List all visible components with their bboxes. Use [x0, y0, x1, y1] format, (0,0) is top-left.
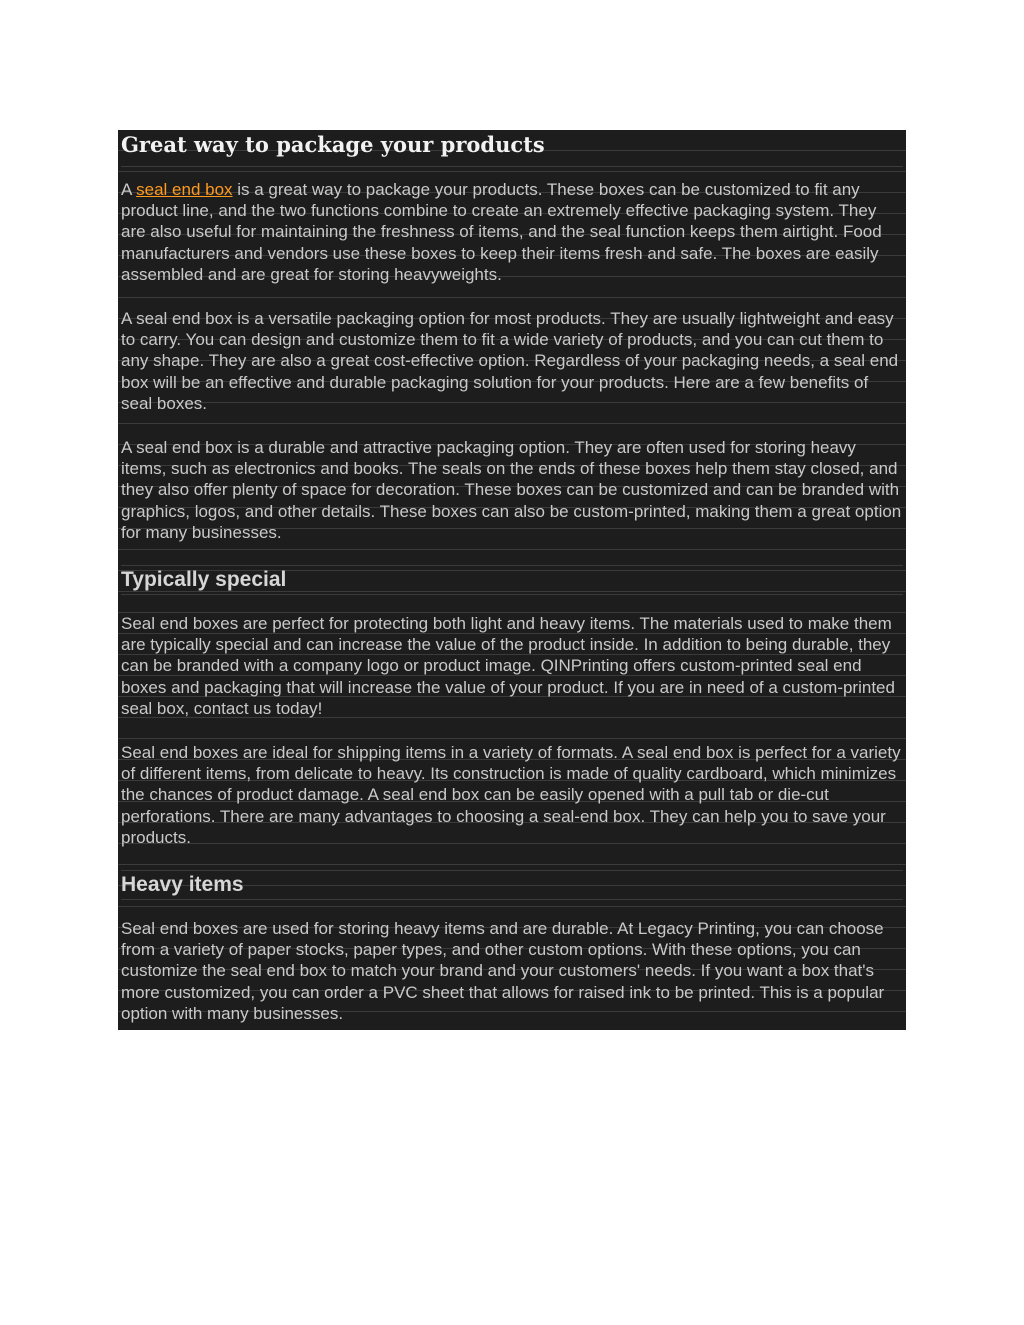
- spacer: [121, 414, 903, 437]
- spacer: [121, 719, 903, 742]
- spacer: [121, 595, 903, 613]
- spacer: [121, 848, 903, 870]
- intro-suffix: is a great way to package your products. These boxes can be customized to fit any product line, and the two functions combine to create an extremely effective packaging system. They are also useful for maintaining the freshness of items, and the seal function keeps them airtight. Food manufacturers and vendors use these boxes to keep their items fresh and safe. The boxes are easily assembled and are great for storing heavyweights.: [121, 180, 882, 284]
- intro-prefix: A: [121, 180, 137, 199]
- seal-end-box-link[interactable]: seal end box: [136, 180, 233, 199]
- spacer: [121, 543, 903, 565]
- spacer: [121, 167, 903, 179]
- article-block: [118, 130, 906, 1030]
- paragraph-durable: A seal end box is a durable and attractive packaging option. They are often used for storing heavy items, such as electronics and books. The seals on the ends of these boxes help them stay closed, and they also offer plenty of space for decoration. These boxes can be customized and can be branded with graphics, logos, and other details. These boxes can also be custom-printed, making them a great option for many businesses.: [121, 438, 902, 542]
- section-heading-typically-special: Typically special: [121, 565, 903, 595]
- spacer: [121, 900, 903, 918]
- paragraph-protecting: Seal end boxes are perfect for protecting both light and heavy items. The materials used to make them are typically special and can increase the value of the product inside. In addition to being durable, they can be branded with a company logo or product image. QINPrinting offers custom-printed seal end boxes and packaging that will increase the value of your product. If you are in need of a custom-printed seal box, contact us today!: [121, 614, 895, 718]
- paragraph-versatile: A seal end box is a versatile packaging option for most products. They are usually lightweight and easy to carry. You can design and customize them to fit a wide variety of products, and you can cut them to any shape. They are also a great cost-effective option. Regardless of your packaging needs, a seal end box will be an effective and durable packaging solution for your products. Here are a few benefits of seal boxes.: [121, 309, 899, 413]
- intro-paragraph: [121, 179, 903, 285]
- paragraph-storing: Seal end boxes are used for storing heavy items and are durable. At Legacy Printing, you can choose from a variety of paper stocks, paper types, and other custom options. With these options, you can customize the seal end box to match your brand and your customers' needs. If you want a box that's more customized, you can order a PVC sheet that allows for raised ink to be printed. This is a popular option with many businesses.: [121, 919, 885, 1023]
- section-heading-heavy-items: Heavy items: [121, 870, 903, 900]
- paragraph-shipping: Seal end boxes are ideal for shipping items in a variety of formats. A seal end box is perfect for a variety of different items, from delicate to heavy. Its construction is made of quality cardboard, which minimizes the chances of product damage. A seal end box can be easily opened with a pull tab or die-cut perforations. There are many advantages to choosing a seal-end box. They can help you to save your products.: [121, 743, 901, 847]
- spacer: [121, 285, 903, 308]
- article-inner: [118, 130, 906, 1024]
- article-title: Great way to package your products: [121, 130, 903, 167]
